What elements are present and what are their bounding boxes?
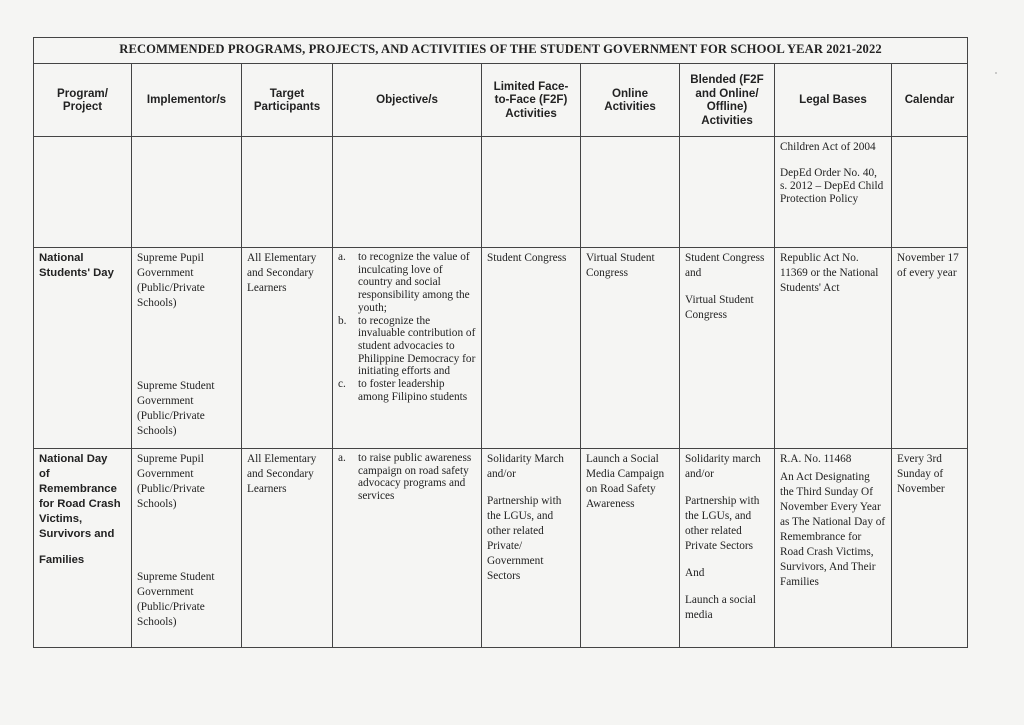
cell-empty — [132, 137, 242, 248]
implementor: Supreme Student Government (Public/Private Schools) — [137, 571, 215, 628]
cell-f2f — [482, 449, 581, 648]
cell-target: All Elementary and Secondary Learners — [242, 449, 333, 648]
f2f-activity: Solidarity March and/or — [487, 453, 564, 480]
blended-activity: And — [685, 567, 705, 579]
cell-legal — [775, 449, 892, 648]
implementor: Supreme Student Government (Public/Private Schools) — [137, 380, 215, 437]
cell-empty — [581, 137, 680, 248]
scan-speck — [995, 72, 997, 74]
cell-empty — [34, 137, 132, 248]
cell-blended — [680, 248, 775, 449]
blended-activity: Virtual Student Congress — [685, 294, 754, 321]
document-title: RECOMMENDED PROGRAMS, PROJECTS, AND ACTIVITIES OF THE STUDENT GOVERNMENT FOR SCHOOL YEAR 2021-2022 — [34, 38, 968, 64]
cell-calendar: Every 3rd Sunday of November — [892, 449, 968, 648]
cell-online: Virtual Student Congress — [581, 248, 680, 449]
header-online: Online Activities — [581, 64, 680, 137]
objective-item: a. to recognize the value of inculcating love of country and social responsibility among the youth; — [338, 251, 470, 314]
blended-activity: Launch a social media — [685, 594, 756, 621]
header-target: Target Participants — [242, 64, 333, 137]
cell-empty — [680, 137, 775, 248]
implementor: Supreme Pupil Government (Public/Private Schools) — [137, 453, 205, 510]
objective-item: c. to foster leadership among Filipino students — [338, 378, 468, 403]
legal-basis: Children Act of 2004 — [780, 141, 876, 153]
header-objective: Objective/s — [333, 64, 482, 137]
cell-empty — [892, 137, 968, 248]
header-legal: Legal Bases — [775, 64, 892, 137]
f2f-activity: Partnership with the LGUs, and other related Private/ Government Sectors — [487, 495, 562, 582]
cell-empty — [333, 137, 482, 248]
header-implementor: Implementor/s — [132, 64, 242, 137]
cell-legal — [775, 137, 892, 248]
cell-calendar: November 17 of every year — [892, 248, 968, 449]
objectives-list — [338, 452, 476, 503]
cell-objectives — [333, 449, 482, 648]
header-program: Program/ Project — [34, 64, 132, 137]
blended-activity: Partnership with the LGUs, and other related Private Sectors — [685, 495, 760, 552]
objectives-list — [338, 251, 476, 403]
header-row — [34, 64, 968, 137]
blended-activity: Student Congress and — [685, 252, 765, 279]
header-f2f: Limited Face-to-Face (F2F) Activities — [482, 64, 581, 137]
cell-empty — [242, 137, 333, 248]
table-row — [34, 449, 968, 648]
legal-basis: DepEd Order No. 40, s. 2012 – DepEd Child Protection Policy — [780, 167, 884, 205]
cell-online: Launch a Social Media Campaign on Road Safety Awareness — [581, 449, 680, 648]
legal-basis: An Act Designating the Third Sunday Of November Every Year as The National Day of Remembrance for Road Crash Victims, Survivors, And Their Families — [780, 471, 886, 588]
header-calendar: Calendar — [892, 64, 968, 137]
program-name: National Day of Remembrance for Road Crash Victims, Survivors and Families — [34, 449, 132, 648]
cell-legal: Republic Act No. 11369 or the National Students' Act — [775, 248, 892, 449]
cell-empty — [482, 137, 581, 248]
program-name: National Students' Day — [34, 248, 132, 449]
cell-objectives — [333, 248, 482, 449]
legal-basis: R.A. No. 11468 — [780, 453, 852, 465]
implementor: Supreme Pupil Government (Public/Private Schools) — [137, 252, 205, 309]
cell-f2f: Student Congress — [482, 248, 581, 449]
programs-table — [33, 37, 968, 648]
cell-blended — [680, 449, 775, 648]
header-blended: Blended (F2F and Online/ Offline) Activities — [680, 64, 775, 137]
objective-item: a. to raise public awareness campaign on road safety advocacy programs and services — [338, 452, 472, 503]
table-row — [34, 248, 968, 449]
cell-target: All Elementary and Secondary Learners — [242, 248, 333, 449]
objective-item: b. to recognize the invaluable contribution of student advocacies to Philippine Democracy for initiating efforts and — [338, 314, 476, 378]
table-row — [34, 137, 968, 248]
blended-activity: Solidarity march and/or — [685, 453, 761, 480]
cell-implementor — [132, 248, 242, 449]
cell-implementor — [132, 449, 242, 648]
